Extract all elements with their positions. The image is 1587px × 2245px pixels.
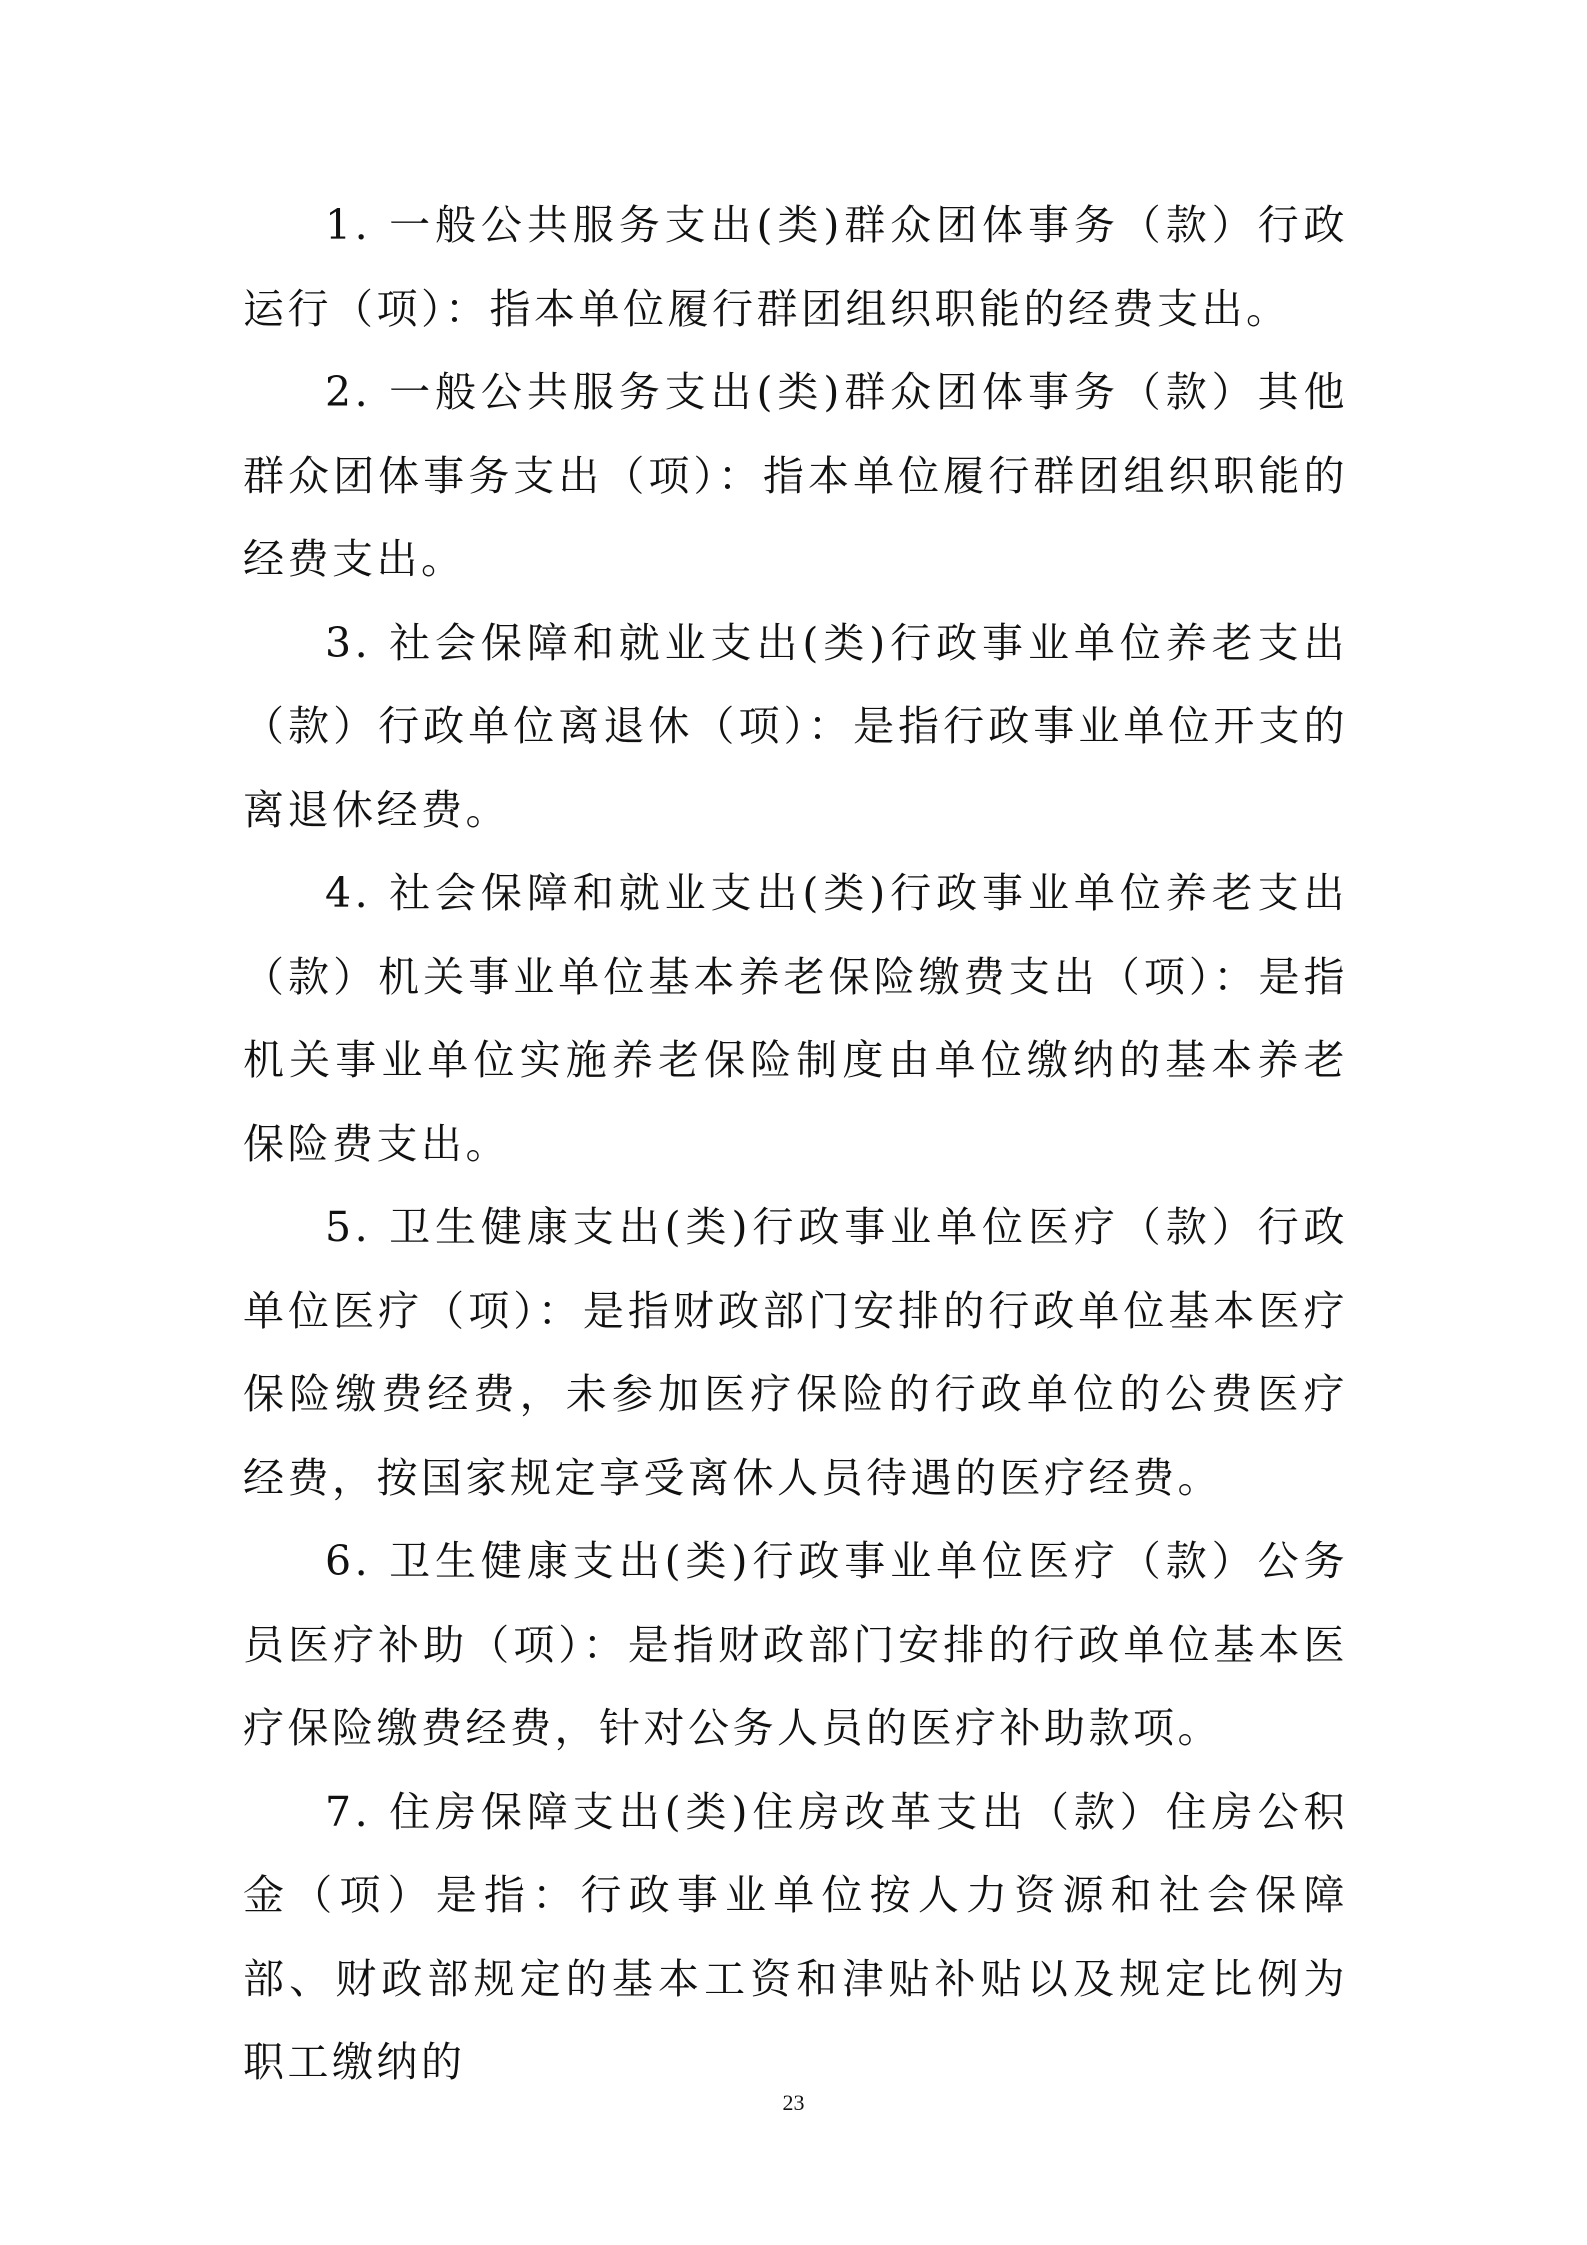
paragraph-item-3: 3. 社会保障和就业支出(类)行政事业单位养老支出（款）行政单位离退休（项）：是指行政事业单位开支的离退休经费。: [243, 618, 1348, 834]
paragraph-item-6: 6. 卫生健康支出(类)行政事业单位医疗（款）公务员医疗补助（项）：是指财政部门安排的行政单位基本医疗保险缴费经费，针对公务人员的医疗补助款项。: [243, 1537, 1348, 1752]
paragraph-item-7: 7. 住房保障支出(类)住房改革支出（款）住房公积金（项）是指：行政事业单位按人力资源和社会保障部、财政部规定的基本工资和津贴补贴以及规定比例为职工缴纳的: [243, 1787, 1348, 2086]
page-number: 23: [782, 2090, 805, 2115]
paragraph-item-4: 4. 社会保障和就业支出(类)行政事业单位养老支出（款）机关事业单位基本养老保险缴费支出（项）：是指机关事业单位实施养老保险制度由单位缴纳的基本养老保险费支出。: [243, 869, 1348, 1168]
document-body: [243, 184, 1348, 2105]
paragraph-item-1: 1. 一般公共服务支出(类)群众团体事务（款）行政运行（项）：指本单位履行群团组织职能的经费支出。: [243, 201, 1348, 333]
paragraph-item-2: 2. 一般公共服务支出(类)群众团体事务（款）其他群众团体事务支出（项）：指本单位履行群团组织职能的经费支出。: [243, 368, 1348, 583]
paragraph-item-5: 5. 卫生健康支出(类)行政事业单位医疗（款）行政单位医疗（项）：是指财政部门安排的行政单位基本医疗保险缴费经费，未参加医疗保险的行政单位的公费医疗经费，按国家规定享受离休人员待遇的医疗经费。: [243, 1203, 1348, 1502]
